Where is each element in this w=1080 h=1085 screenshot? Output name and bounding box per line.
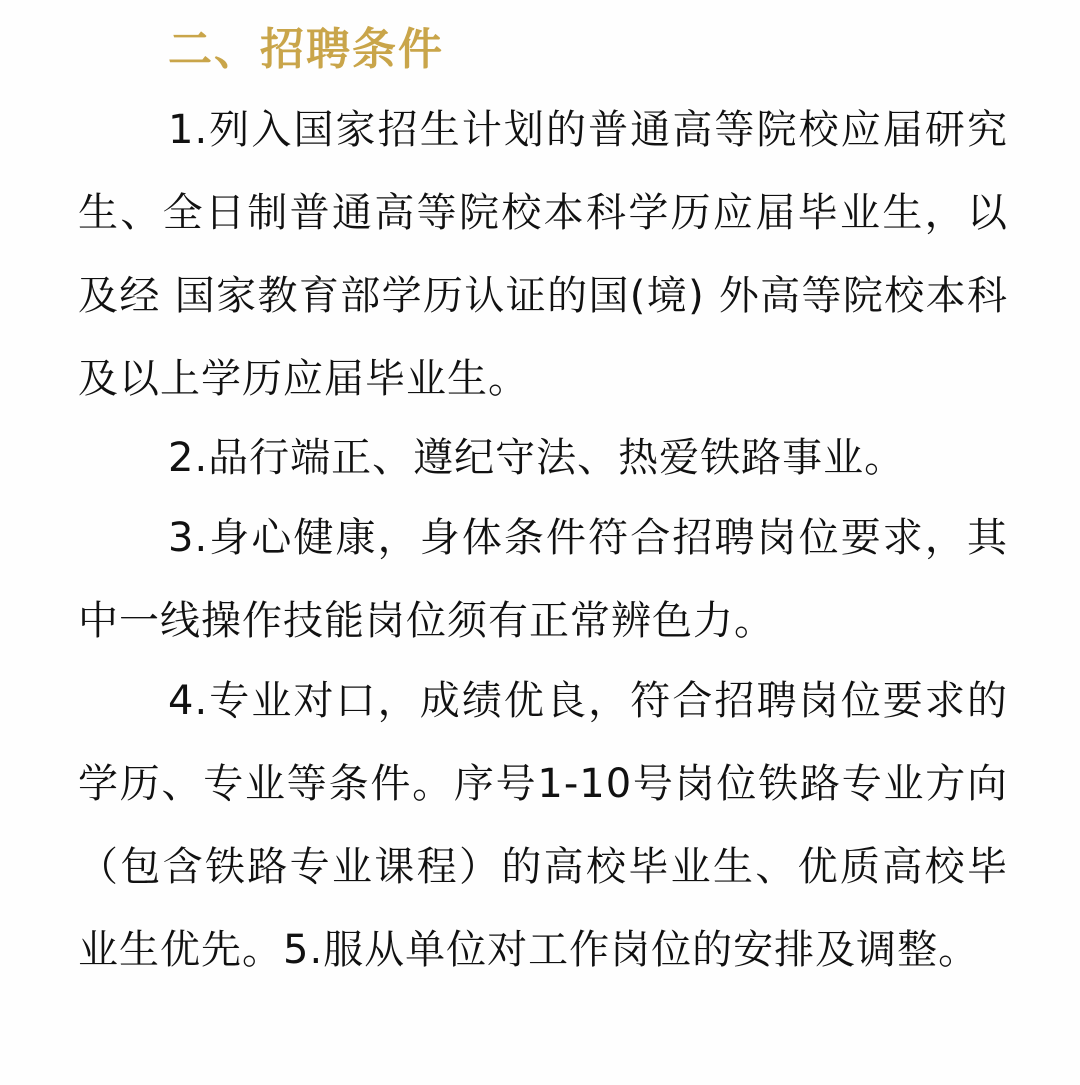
condition-paragraph-2: 2.品行端正、遵纪守法、热爱铁路事业。 <box>168 435 906 481</box>
condition-paragraph-3: 3.身心健康，身体条件符合招聘岗位要求，其中一线操作技能岗位须有正常辨色力。 <box>78 515 1008 644</box>
condition-paragraph-4: 4.专业对口，成绩优良，符合招聘岗位要求的学历、专业等条件。序号1-10号岗位铁路专业方向（包含铁路专业课程）的高校毕业生、优质高校毕业生优先。5.服从单位对工作岗位的安排及调整。 <box>78 678 1008 973</box>
section-heading: 二、招聘条件 <box>168 24 444 75</box>
condition-paragraph-1: 1.列入国家招生计划的普通高等院校应届研究生、全日制普通高等院校本科学历应届毕业生，以及经 国家教育部学历认证的国(境) 外高等院校本科及以上学历应届毕业生。 <box>78 107 1008 402</box>
